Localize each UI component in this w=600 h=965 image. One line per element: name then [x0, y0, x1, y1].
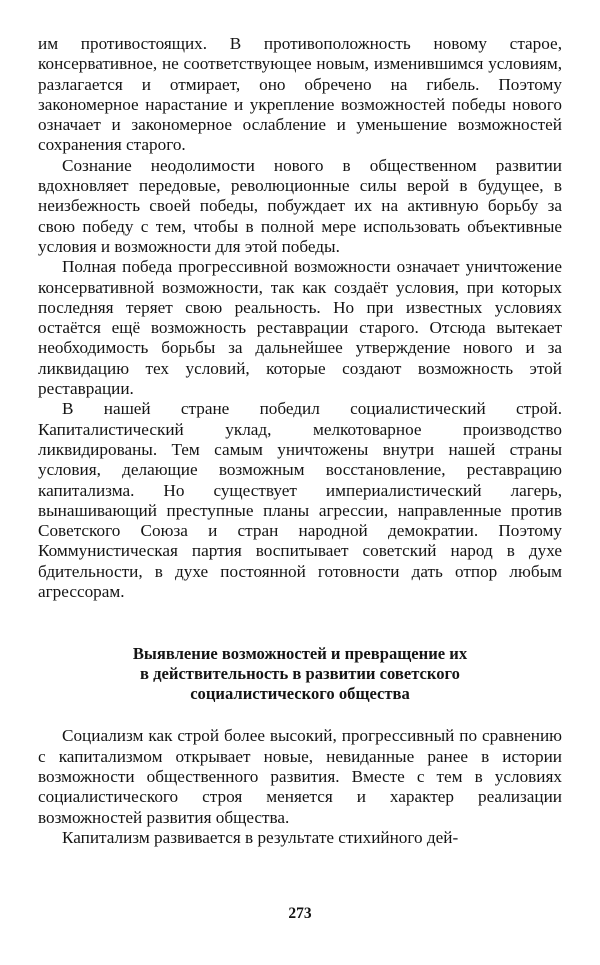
heading-line-1: Выявление возможностей и превращение их	[132, 644, 468, 664]
top-text-block	[38, 34, 562, 602]
heading-line-2: в действительность в развитии советского	[140, 664, 460, 684]
paragraph-4: В нашей стране победил социалистический строй. Капиталистический уклад, мелкотоварное производство ликвидированы. Тем самым уничтожены внутри нашей страны условия, делающие возможным восстановление, реставрацию капитализма. Но существует империалистический лагерь, вынашивающий преступные планы агрессии, направленные против Советского Союза и стран народной демократии. Поэтому Коммунистическая партия воспитывает советский народ в духе бдительности, в духе постоянной готовности дать отпор любым агрессорам.	[38, 399, 562, 602]
bottom-text-block	[38, 726, 562, 848]
page-number: 273	[288, 905, 312, 922]
book-page	[38, 34, 562, 848]
paragraph-2: Сознание неодолимости нового в общественном развитии вдохновляет передовые, революционные силы верой в будущее, в неизбежность своей победы, побуждает их на активную борьбу за свою победу с тем, чтобы в полной мере использовать объективные условия и возможности для этой победы.	[38, 155, 562, 256]
paragraph-5: Социализм как строй более высокий, прогрессивный по сравнению с капитализмом открывает новые, невиданные ранее в истории возможности общественного развития. Вместе с тем в условиях социалистического строя меняется и характер реализации возможностей развития общества.	[38, 726, 562, 827]
section-heading	[38, 644, 562, 704]
paragraph-3: Полная победа прогрессивной возможности означает уничтожение консервативной возможности, так как создаёт условия, при которых последняя теряет свою реальность. Но при известных условиях остаётся ещё возможность реставрации старого. Отсюда вытекает необходимость борьбы за дальнейшее утверждение нового и за ликвидацию тех условий, которые создают возможность этой реставрации.	[38, 257, 562, 399]
heading-line-3: социалистического общества	[190, 684, 410, 704]
paragraph-6: Капитализм развивается в результате стихийного дей-	[62, 827, 459, 847]
paragraph-1: им противостоящих. В противоположность новому старое, консервативное, не соответствующее новым, изменившимся условиям, разлагается и отмирает, оно обречено на гибель. Поэтому закономерное нарастание и укрепление возможностей победы нового означает и закономерное ослабление и уменьшение возможностей сохранения старого.	[38, 34, 562, 155]
